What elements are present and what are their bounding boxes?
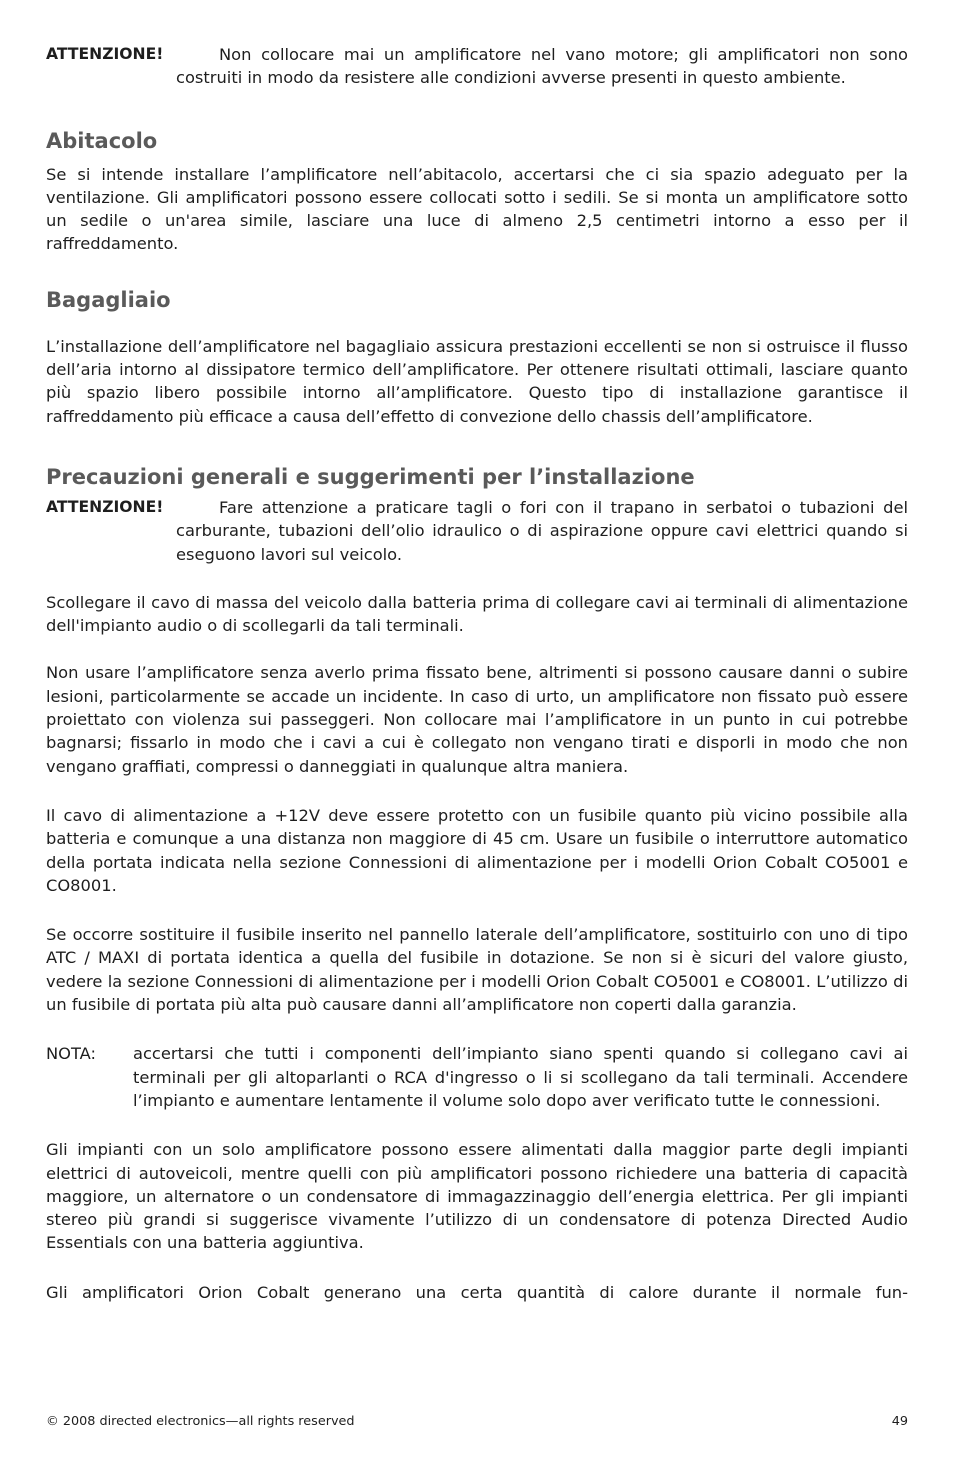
fuel-warning xyxy=(46,496,908,566)
engine-warning xyxy=(46,43,908,90)
warning-text: Fare attenzione a praticare tagli o fori con il trapano in serbatoi o tubazioni del carburante, tubazioni dell’olio idraulico o di aspirazione oppure cavi elettrici quando si eseguono lavori sul veicolo. xyxy=(176,497,908,564)
warning-label: ATTENZIONE! xyxy=(46,45,164,63)
bagagliaio-heading: Bagagliaio xyxy=(46,287,171,312)
warning-label: ATTENZIONE! xyxy=(46,497,164,516)
paragraph-power-cable: Il cavo di alimentazione a +12V deve essere protetto con un fusibile quanto più vicino possibile alla batteria e comunque a una distanza non maggiore di 45 cm. Usare un fusibile o interruttore automatico della portata indicata nella sezione Connessioni di alimentazione per i modelli Orion Cobalt CO5001 e CO8001. xyxy=(46,805,908,895)
abitacolo-paragraph: Se si intende installare l’amplificatore nell’abitacolo, accertarsi che ci sia spazio adeguato per la ventilazione. Gli amplificatori possono essere collocati sotto i sedili. Se si monta un amplificatore sotto un sedile o un'area simile, lasciare una luce di almeno 2,5 centimetri intorno a esso per il raffreddamento. xyxy=(46,164,908,254)
note-text: accertarsi che tutti i componenti dell’impianto siano spenti quando si collegano cavi ai terminali per gli altoparlanti o RCA d'ingresso o li si scollegano da tali terminali. Accendere l’impianto e aumentare lentamente il volume solo dopo aver verificato tutte le connessioni. xyxy=(133,1044,908,1110)
note xyxy=(46,1042,908,1112)
copyright-text: © 2008 directed electronics—all rights reserved xyxy=(46,1414,355,1429)
paragraph-ground-cable: Scollegare il cavo di massa del veicolo dalla batteria prima di collegare cavi ai terminali di alimentazione dell'impianto audio o di scollegarli da tali terminali. xyxy=(46,592,908,636)
page-number: 49 xyxy=(891,1414,908,1429)
paragraph-heat: Gli amplificatori Orion Cobalt generano una certa quantità di calore durante il normale fun- xyxy=(46,1282,908,1302)
paragraph-power-systems: Gli impianti con un solo amplificatore possono essere alimentati dalla maggior parte degli impianti elettrici di autoveicoli, mentre quelli con più amplificatori possono richiedere una batteria di capacità maggiore, un alternatore o un condensatore di immagazzinaggio dell’energia elettrica. Per gli impianti stereo più grandi si suggerisce vivamente l’utilizzo di un condensatore di potenza Directed Audio Essentials con una batteria aggiuntiva. xyxy=(46,1140,908,1253)
paragraph-fuse: Se occorre sostituire il fusibile inserito nel pannello laterale dell’amplificatore, sostituirlo con uno di tipo ATC / MAXI di portata identica a quella del fusibile in dotazione. Se non si è sicuri del valore giusto, vedere la sezione Connessioni di alimentazione per i modelli Orion Cobalt CO5001 e CO8001. L’utilizzo di un fusibile di portata più alta può causare danni all’amplificatore non coperti dalla garanzia. xyxy=(46,925,908,1015)
bagagliaio-paragraph: L’installazione dell’amplificatore nel bagagliaio assicura prestazioni eccellenti se non si ostruisce il flusso dell’aria intorno al dissipatore termico dell’amplificatore. Per ottenere risultati ottimali, lasciare quanto più spazio libero possibile intorno all’amplificatore. Questo tipo di installazione garantisce il raffreddamento più efficace a causa dell’effetto di convezione dello chassis dell’amplificatore. xyxy=(46,336,908,426)
note-label: NOTA: xyxy=(46,1044,97,1064)
precauzioni-heading: Precauzioni generali e suggerimenti per l’installazione xyxy=(46,464,695,489)
abitacolo-heading: Abitacolo xyxy=(46,128,158,153)
paragraph-mounting: Non usare l’amplificatore senza averlo prima fissato bene, altrimenti si possono causare danni o subire lesioni, particolarmente se accade un incidente. In caso di urto, un amplificatore non fissato può essere proiettato con violenza sui passeggeri. Non collocare mai l’amplificatore in un punto in cui potrebbe bagnarsi; fissarlo in modo che i cavi a cui è collegato non vengano tirati e disporli in modo che non vengano graffiati, compressi o danneggiati in qualunque altra maniera. xyxy=(46,663,908,776)
warning-text: Non collocare mai un amplificatore nel vano motore; gli amplificatori non sono costruiti in modo da resistere alle condizioni avverse presenti in questo ambiente. xyxy=(176,45,908,88)
page-content xyxy=(46,40,908,1304)
